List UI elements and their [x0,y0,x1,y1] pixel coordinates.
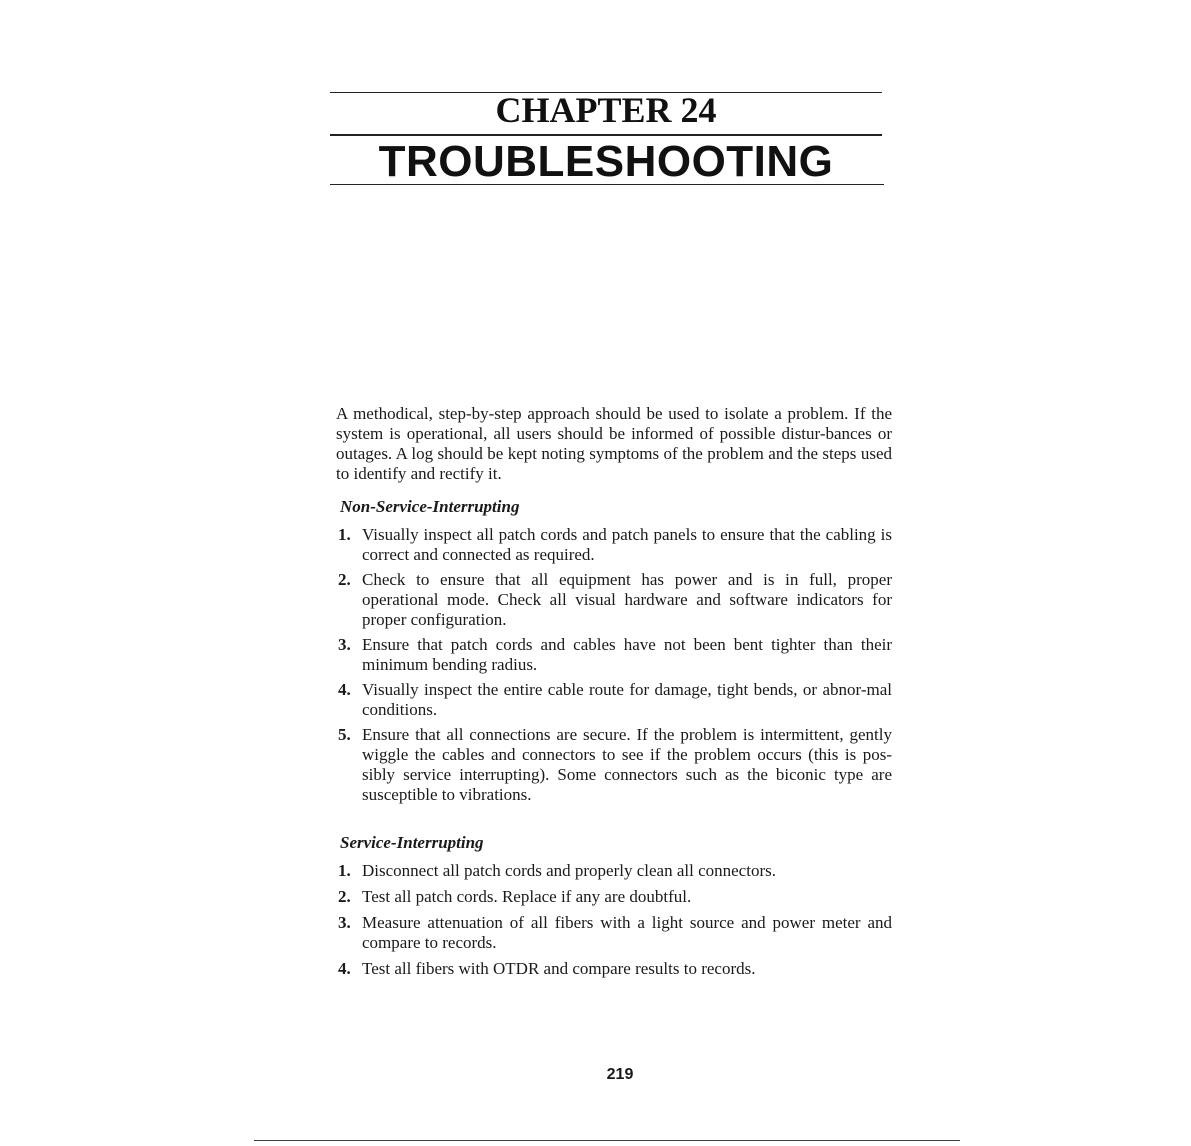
chapter-label: CHAPTER 24 [495,90,717,130]
list-item [336,725,892,805]
chapter-title: TROUBLESHOOTING [378,137,834,186]
list-item [336,680,892,720]
item-number: 3. [338,635,351,654]
list-item [336,913,892,953]
list-item [336,959,892,979]
item-number: 2. [338,570,351,589]
service-list [336,861,892,979]
non-service-heading: Non-Service-Interrupting [340,497,520,516]
list-item [336,635,892,675]
item-number: 1. [338,525,351,544]
list-item [336,525,892,565]
page-number: 219 [606,1066,634,1083]
item-text: Ensure that all connections are secure. If the problem is intermittent, gently wiggle the cables and connectors to see if the problem occurs (this is pos-sibly service interrupting). Some connectors such as the biconic type are susceptible to vibrations. [362,725,892,804]
item-text: Visually inspect all patch cords and patch panels to ensure that the cabling is correct and connected as required. [362,525,892,564]
item-number: 3. [338,913,351,932]
item-number: 4. [338,959,351,978]
list-item [336,887,892,907]
item-text: Check to ensure that all equipment has power and is in full, proper operational mode. Check all visual hardware and software indicators for proper configuration. [362,570,892,629]
item-number: 5. [338,725,351,744]
item-text: Visually inspect the entire cable route for damage, tight bends, or abnor-mal conditions. [362,680,892,719]
item-text: Test all fibers with OTDR and compare results to records. [362,959,756,978]
intro-paragraph: A methodical, step-by-step approach should be used to isolate a problem. If the system is operational, all users should be informed of possible distur-bances or outages. A log should be kept noting symptoms of the problem and the steps used to identify and rectify it. [336,404,892,483]
item-text: Disconnect all patch cords and properly clean all connectors. [362,861,776,880]
header-middle-rule [330,134,882,136]
list-item [336,570,892,630]
item-number: 2. [338,887,351,906]
item-text: Test all patch cords. Replace if any are doubtful. [362,887,692,906]
non-service-list [336,525,892,805]
header-bottom-rule [330,184,884,185]
page-bottom-rule [254,1140,960,1141]
item-text: Measure attenuation of all fibers with a light source and power meter and compare to records. [362,913,892,952]
item-number: 4. [338,680,351,699]
service-heading: Service-Interrupting [340,833,484,852]
item-number: 1. [338,861,351,880]
list-item [336,861,892,881]
page-body [336,404,892,985]
item-text: Ensure that patch cords and cables have not been bent tighter than their minimum bending radius. [362,635,892,674]
